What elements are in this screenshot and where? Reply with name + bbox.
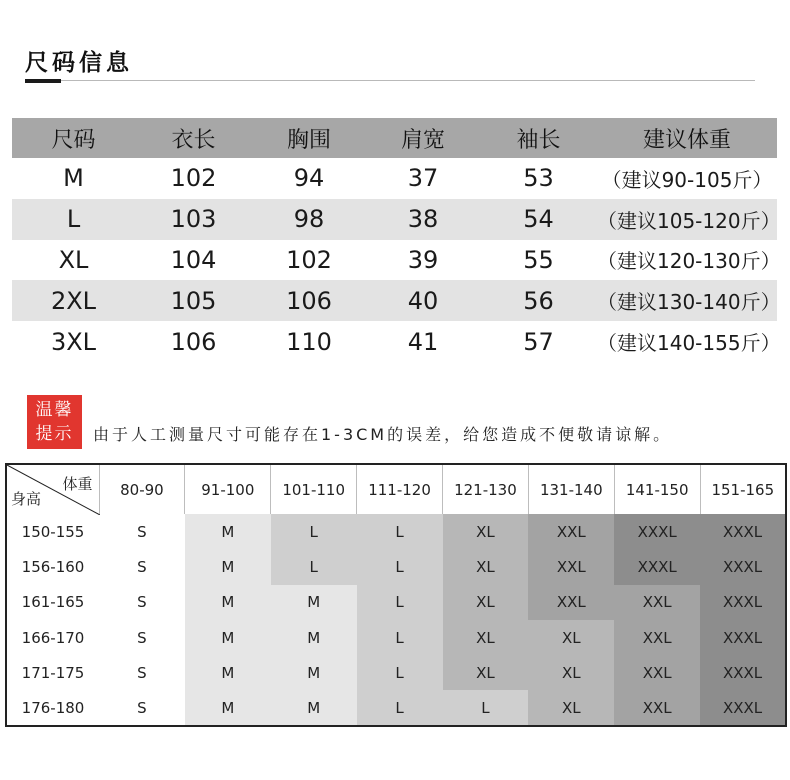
size-cell: S (99, 549, 185, 584)
size-cell: XXXL (700, 690, 786, 725)
cell-weight: （建议120-130斤） (597, 249, 781, 274)
size-cell: L (271, 514, 357, 549)
size-cell: XXL (614, 620, 700, 655)
size-cell: XL (443, 549, 529, 584)
cell-sleeve: 54 (523, 205, 554, 234)
table-row (12, 158, 777, 199)
header-weight: 建议体重 (642, 127, 731, 153)
weight-range-header: 91-100 (185, 464, 271, 514)
weight-range-header: 80-90 (99, 464, 185, 514)
corner-cell (6, 464, 99, 514)
size-table-header (12, 118, 777, 158)
weight-range-header: 151-165 (700, 464, 786, 514)
size-cell: XXL (614, 655, 700, 690)
title-accent-bar (25, 79, 61, 83)
header-shoulder: 肩宽 (400, 127, 445, 153)
size-cell: S (99, 585, 185, 620)
cell-weight: （建议105-120斤） (597, 208, 781, 233)
size-cell: L (357, 690, 443, 725)
height-range-label: 171-175 (6, 655, 99, 690)
cell-length: 104 (170, 245, 217, 274)
cell-length: 103 (170, 205, 217, 234)
size-cell: S (99, 514, 185, 549)
size-cell: XXXL (700, 585, 786, 620)
weight-range-header: 111-120 (357, 464, 443, 514)
size-cell: XL (443, 620, 529, 655)
size-cell: XL (443, 514, 529, 549)
cell-shoulder: 40 (407, 286, 439, 315)
size-cell: XL (443, 585, 529, 620)
cell-size: XL (58, 245, 89, 274)
size-reference-table (5, 463, 787, 727)
cell-shoulder: 38 (407, 205, 439, 234)
size-cell: M (185, 514, 271, 549)
size-cell: XL (528, 620, 614, 655)
cell-sleeve: 55 (523, 245, 554, 274)
cell-chest: 102 (286, 245, 332, 274)
cell-sleeve: 53 (523, 164, 554, 193)
size-cell: XXXL (614, 549, 700, 584)
table-row (6, 690, 786, 725)
size-cell: XXXL (700, 620, 786, 655)
height-range-label: 156-160 (6, 549, 99, 584)
tip-badge-line1: 温馨 (35, 400, 74, 420)
size-cell: M (185, 655, 271, 690)
height-range-label: 161-165 (6, 585, 99, 620)
size-cell: XL (443, 655, 529, 690)
weight-range-header: 131-140 (528, 464, 614, 514)
table-row (6, 620, 786, 655)
title-rule (25, 80, 755, 81)
cell-size: M (63, 164, 84, 193)
size-cell: XXXL (700, 514, 786, 549)
cell-length: 102 (170, 164, 217, 193)
header-length: 衣长 (171, 127, 216, 153)
weight-range-header: 101-110 (271, 464, 357, 514)
table-row (12, 240, 777, 281)
corner-weight-label: 体重 (62, 475, 93, 493)
ref-header-row (6, 464, 786, 514)
cell-size: 2XL (50, 286, 97, 315)
tip-badge (27, 395, 82, 449)
table-row (6, 549, 786, 584)
cell-weight: （建议140-155斤） (597, 331, 781, 356)
size-table (12, 118, 781, 362)
cell-chest: 94 (293, 164, 325, 193)
size-cell: XXL (528, 514, 614, 549)
size-cell: M (271, 585, 357, 620)
table-row (6, 655, 786, 690)
cell-sleeve: 56 (523, 286, 554, 315)
header-chest: 胸围 (286, 127, 331, 153)
size-cell: XXXL (700, 549, 786, 584)
size-cell: XXL (614, 585, 700, 620)
size-cell: XXL (528, 585, 614, 620)
table-row (6, 585, 786, 620)
weight-range-header: 141-150 (614, 464, 700, 514)
cell-size: 3XL (50, 327, 97, 356)
tip-text: 由于人工测量尺寸可能存在1-3CM的误差，给您造成不便敬请谅解。 (93, 425, 673, 444)
cell-chest: 110 (286, 327, 332, 356)
size-cell: M (185, 690, 271, 725)
size-cell: M (185, 549, 271, 584)
header-sleeve: 袖长 (516, 127, 561, 153)
weight-range-header: 121-130 (443, 464, 529, 514)
size-cell: XXXL (614, 514, 700, 549)
size-cell: XXL (614, 690, 700, 725)
corner-height-label: 身高 (11, 490, 42, 508)
size-cell: M (271, 655, 357, 690)
size-cell: XL (528, 655, 614, 690)
size-cell: L (357, 655, 443, 690)
size-cell: L (357, 620, 443, 655)
size-cell: S (99, 620, 185, 655)
cell-length: 105 (170, 286, 217, 315)
table-row (6, 514, 786, 549)
size-cell: XXL (528, 549, 614, 584)
cell-shoulder: 37 (407, 164, 439, 193)
size-cell: M (271, 620, 357, 655)
size-cell: L (271, 549, 357, 584)
size-cell: M (185, 585, 271, 620)
table-row (12, 321, 777, 362)
size-cell: M (185, 620, 271, 655)
tip-badge-line2: 提示 (35, 424, 74, 444)
size-cell: L (443, 690, 529, 725)
height-range-label: 176-180 (6, 690, 99, 725)
table-row (12, 280, 777, 321)
size-cell: L (357, 514, 443, 549)
size-cell: S (99, 690, 185, 725)
section-title: 尺码信息 (25, 50, 133, 76)
cell-shoulder: 41 (407, 327, 439, 356)
cell-weight: （建议130-140斤） (597, 290, 781, 315)
size-cell: L (357, 585, 443, 620)
size-cell: S (99, 655, 185, 690)
cell-sleeve: 57 (523, 327, 554, 356)
cell-shoulder: 39 (407, 245, 439, 274)
cell-weight: （建议90-105斤） (601, 167, 773, 192)
size-cell: M (271, 690, 357, 725)
header-size: 尺码 (51, 127, 96, 153)
size-cell: XXXL (700, 655, 786, 690)
cell-length: 106 (170, 327, 217, 356)
height-range-label: 166-170 (6, 620, 99, 655)
cell-chest: 98 (293, 205, 325, 234)
size-cell: L (357, 549, 443, 584)
cell-chest: 106 (286, 286, 332, 315)
cell-size: L (66, 205, 81, 234)
size-cell: XL (528, 690, 614, 725)
height-range-label: 150-155 (6, 514, 99, 549)
table-row (12, 199, 777, 240)
